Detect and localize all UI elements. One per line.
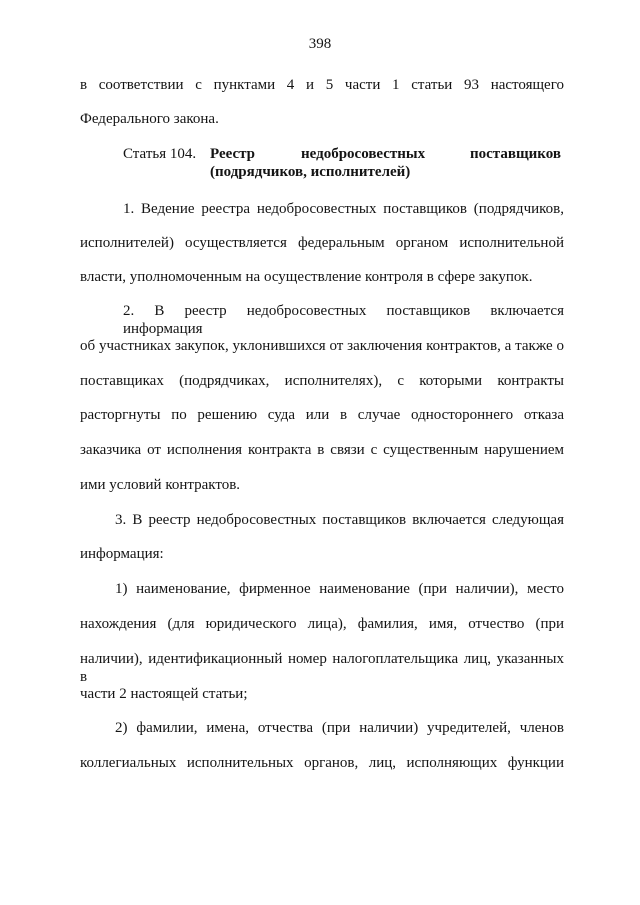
- text-line: 1) наименование, фирменное наименование (при наличии), место: [115, 581, 564, 597]
- page-number: 398: [308, 36, 332, 52]
- text-line: в соответствии с пунктами 4 и 5 части 1 статьи 93 настоящего: [80, 77, 564, 93]
- text-line: об участниках закупок, уклонившихся от заключения контрактов, а также о: [80, 338, 564, 354]
- article-title-line: (подрядчиков, исполнителей): [210, 164, 411, 180]
- article-title-word: поставщиков: [470, 146, 561, 162]
- text-line: 2) фамилии, имена, отчества (при наличии) учредителей, членов: [115, 720, 564, 736]
- text-line: власти, уполномоченным на осуществление контроля в сфере закупок.: [80, 269, 533, 285]
- text-line: Федерального закона.: [80, 111, 219, 127]
- text-line: заказчика от исполнения контракта в связи с существенным нарушением: [80, 442, 564, 458]
- text-line: коллегиальных исполнительных органов, лиц, исполняющих функции: [80, 755, 564, 771]
- text-line: поставщиках (подрядчиках, исполнителях), с которыми контракты: [80, 373, 564, 389]
- text-line: информация:: [80, 546, 164, 562]
- article-title-word: недобросовестных: [301, 146, 426, 162]
- text-line: нахождения (для юридического лица), фамилия, имя, отчество (при: [80, 616, 564, 632]
- text-line: расторгнуты по решению суда или в случае одностороннего отказа: [80, 407, 564, 423]
- text-line: части 2 настоящей статьи;: [80, 686, 248, 702]
- text-line: 2. В реестр недобросовестных поставщиков включается информация: [123, 303, 564, 337]
- text-line: наличии), идентификационный номер налогоплательщика лиц, указанных в: [80, 651, 564, 685]
- text-line: исполнителей) осуществляется федеральным органом исполнительной: [80, 235, 564, 251]
- text-line: 1. Ведение реестра недобросовестных поставщиков (подрядчиков,: [123, 201, 564, 217]
- article-title-word: Реестр: [210, 146, 256, 162]
- text-line: ими условий контрактов.: [80, 477, 241, 493]
- article-number: Статья 104.: [123, 146, 197, 162]
- text-line: 3. В реестр недобросовестных поставщиков включается следующая: [115, 512, 564, 528]
